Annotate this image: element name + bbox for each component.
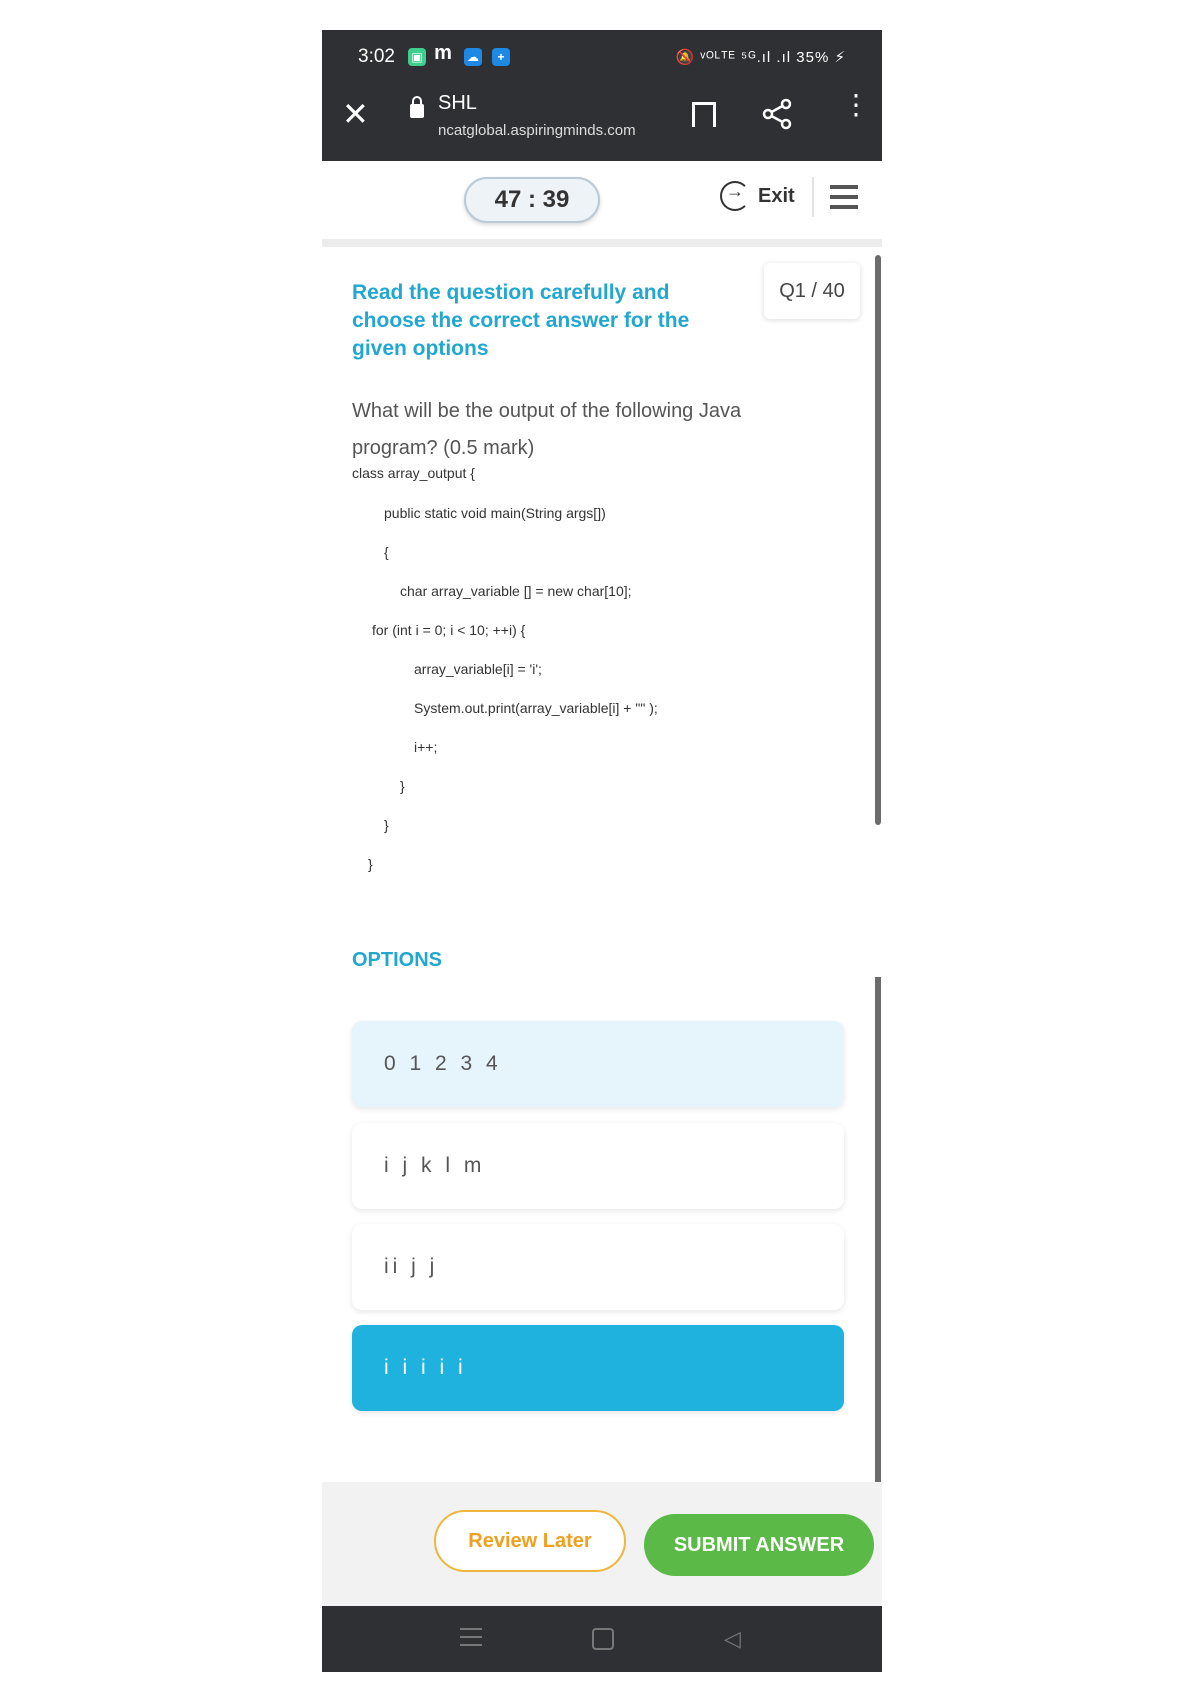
code-line: public static void main(String args[]): [384, 505, 606, 521]
code-line: for (int i = 0; i < 10; ++i) {: [372, 622, 526, 638]
code-line: }: [400, 778, 405, 794]
chat-notification-icon: ▣: [408, 48, 426, 66]
code-line: char array_variable [] = new char[10];: [400, 583, 632, 599]
submit-answer-button[interactable]: SUBMIT ANSWER: [644, 1514, 874, 1576]
more-options-icon[interactable]: ⋮: [842, 89, 870, 120]
action-bar: [322, 1482, 882, 1606]
cloud-notification-icon: ☁: [464, 48, 482, 66]
status-time: 3:02: [358, 46, 395, 67]
code-line: class array_output {: [352, 465, 475, 481]
android-nav-bar: [322, 1606, 882, 1672]
option-4-selected[interactable]: i i i i i: [352, 1325, 844, 1411]
status-indicators: 🔕 ᵛᴼᴸᵀᴱ ⁵ᴳ.ıl .ıl 35% ⚡: [675, 49, 846, 66]
question-text: What will be the output of the following Java program? (0.5 mark): [352, 400, 742, 459]
menu-icon[interactable]: [830, 185, 858, 215]
question-instruction: Read the question carefully and choose the correct answer for the given options: [352, 281, 690, 360]
code-line: i++;: [414, 739, 438, 755]
site-url[interactable]: ncatglobal.aspiringminds.com: [438, 122, 636, 139]
bookmark-icon[interactable]: [692, 102, 716, 127]
exit-icon: [720, 181, 750, 211]
question-number-badge: Q1 / 40: [764, 263, 860, 319]
option-1[interactable]: 0 1 2 3 4: [352, 1021, 844, 1107]
code-line: System.out.print(array_variable[i] + "" );: [414, 700, 658, 716]
share-icon[interactable]: [762, 98, 794, 130]
plus-notification-icon: +: [492, 48, 510, 66]
home-icon[interactable]: [592, 1628, 614, 1650]
system-status-bar: [322, 30, 882, 161]
recent-apps-icon[interactable]: [460, 1628, 482, 1652]
lock-icon: [410, 104, 424, 118]
phone-screen: [322, 30, 882, 1672]
code-line: }: [384, 817, 389, 833]
scrollbar-track-lower: [875, 977, 881, 1482]
m-notification-icon: m: [434, 41, 452, 64]
code-line: array_variable[i] = 'i';: [414, 661, 542, 677]
exit-button[interactable]: [720, 181, 795, 211]
options-title: OPTIONS: [352, 949, 443, 971]
close-icon[interactable]: ✕: [342, 96, 369, 132]
code-line: }: [368, 856, 373, 872]
review-later-button[interactable]: Review Later: [434, 1510, 626, 1572]
app-header: [322, 161, 882, 247]
countdown-timer: 47 : 39: [464, 177, 600, 223]
site-title: SHL: [438, 92, 477, 114]
option-2[interactable]: i j k l m: [352, 1123, 844, 1209]
question-content: [322, 247, 882, 1482]
header-divider: [812, 177, 814, 217]
option-3[interactable]: ii j j: [352, 1224, 844, 1310]
scrollbar-thumb[interactable]: [875, 255, 881, 825]
back-icon[interactable]: ◁: [724, 1626, 741, 1651]
exit-label: Exit: [758, 184, 795, 207]
code-line: {: [384, 544, 389, 560]
